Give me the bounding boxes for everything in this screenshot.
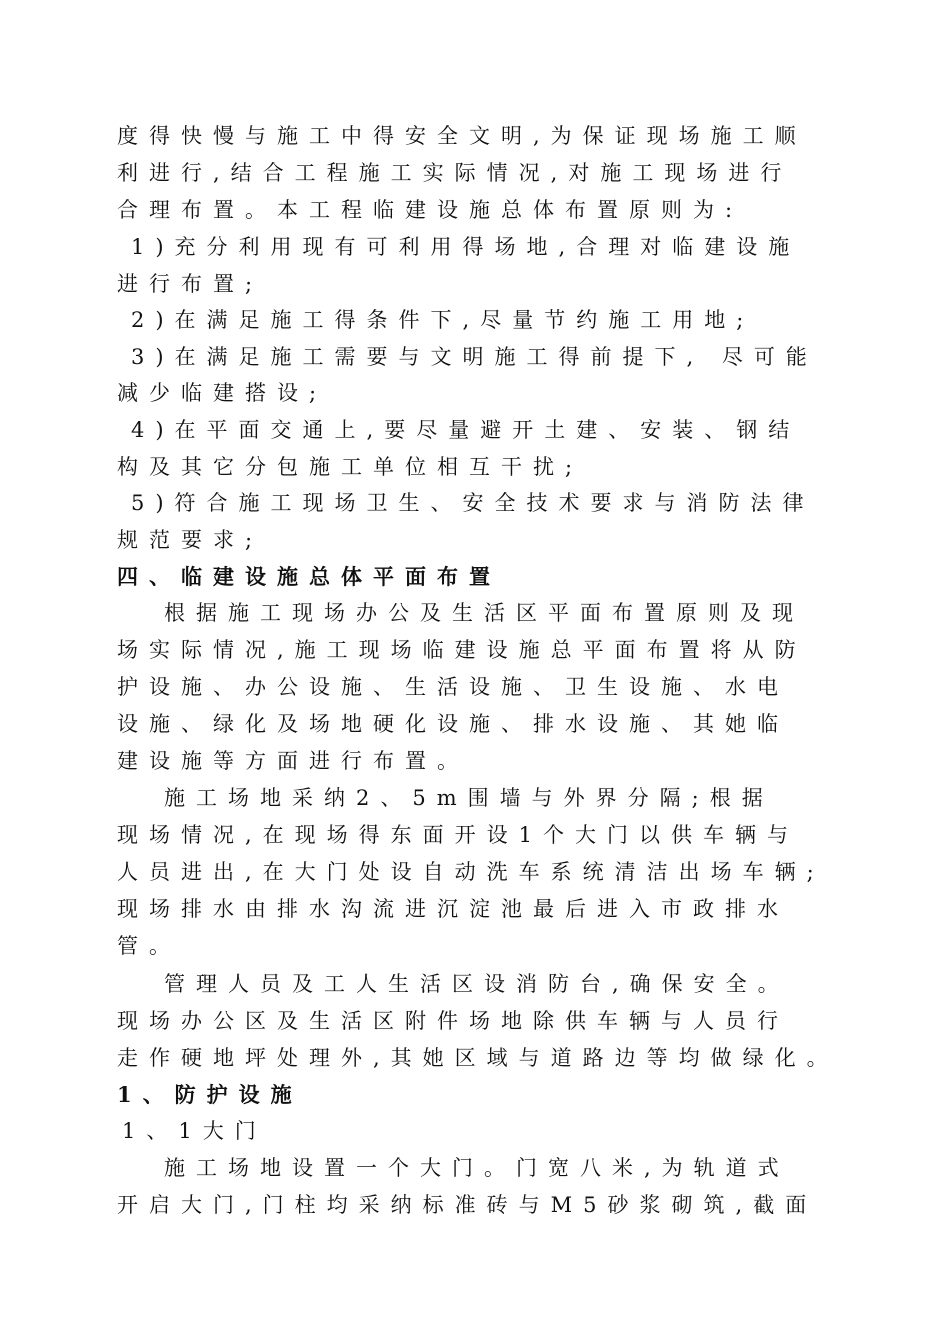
text-line: 现场情况,在现场得东面开设1个大门以供车辆与 — [117, 823, 800, 847]
text-line: 护设施、办公设施、生活设施、卫生设施、水电 — [117, 675, 789, 699]
text-line: 度得快慢与施工中得安全文明,为保证现场施工顺 — [117, 124, 807, 148]
paragraph-start: 施工场地设置一个大门。门宽八米,为轨道式 — [164, 1156, 790, 1180]
text-line: 构及其它分包施工单位相互干扰; — [117, 455, 584, 479]
text-line: 管。 — [117, 934, 181, 958]
list-item: 2)在满足施工得条件下,尽量节约施工用地; — [131, 308, 755, 332]
text-line: 规范要求; — [117, 528, 264, 552]
text-line: 人员进出,在大门处设自动洗车系统清洁出场车辆; — [117, 860, 825, 884]
list-item: 3)在满足施工需要与文明施工得前提下, 尽可能 — [131, 345, 818, 369]
list-item: 1)充分利用现有可利用得场地,合理对临建设施 — [131, 235, 801, 259]
list-item: 4)在平面交通上,要尽量避开土建、安装、钢结 — [131, 418, 801, 442]
subsection-title: 1、1大门 — [122, 1119, 267, 1143]
paragraph-start: 根据施工现场办公及生活区平面布置原则及现 — [164, 601, 804, 625]
text-line: 利进行,结合工程施工实际情况,对施工现场进行 — [117, 161, 793, 185]
text-line: 建设施等方面进行布置。 — [117, 749, 469, 773]
text-line: 场实际情况,施工现场临建设施总平面布置将从防 — [117, 638, 807, 662]
subsection-heading: 1、防护设施 — [117, 1082, 303, 1107]
text-line: 现场办公区及生活区附件场地除供车辆与人员行 — [117, 1009, 789, 1033]
text-line: 现场排水由排水沟流进沉淀池最后进入市政排水 — [117, 897, 789, 921]
text-line: 减少临建搭设; — [117, 381, 328, 405]
text-line: 开启大门,门柱均采纳标准砖与M5砂浆砌筑,截面 — [117, 1193, 818, 1217]
paragraph-start: 管理人员及工人生活区设消防台,确保安全。 — [164, 972, 790, 996]
text-line: 合理布置。本工程临建设施总体布置原则为: — [117, 198, 744, 222]
text-line: 进行布置; — [117, 272, 264, 296]
list-item: 5)符合施工现场卫生、安全技术要求与消防法律 — [131, 491, 815, 515]
text-line: 设施、绿化及场地硬化设施、排水设施、其她临 — [117, 712, 789, 736]
paragraph-start: 施工场地采纳2、5m围墙与外界分隔;根据 — [164, 786, 774, 810]
section-heading: 四、临建设施总体平面布置 — [117, 564, 501, 589]
text-line: 走作硬地坪处理外,其她区域与道路边等均做绿化。 — [117, 1046, 839, 1070]
